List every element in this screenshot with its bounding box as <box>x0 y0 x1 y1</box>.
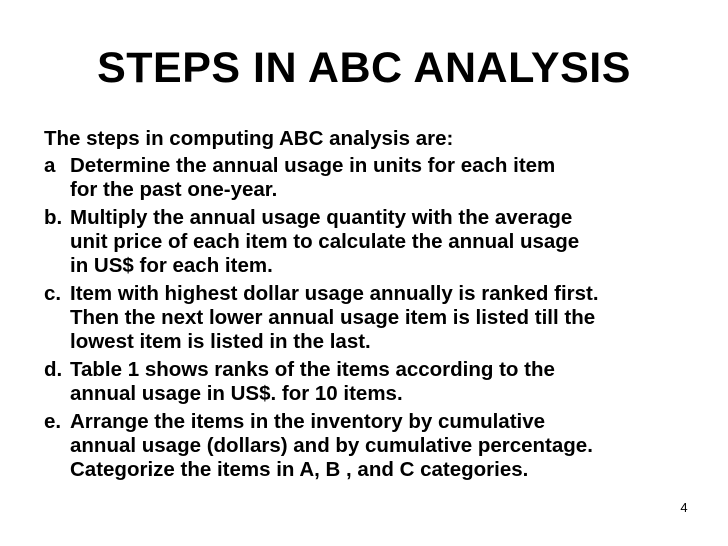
step-line: lowest item is listed in the last. <box>70 330 371 353</box>
step-line: Categorize the items in A, B , and C categories. <box>70 458 529 481</box>
step-d <box>44 358 714 406</box>
step-a <box>44 154 714 202</box>
step-line: for the past one-year. <box>70 178 278 201</box>
step-line: Table 1 shows ranks of the items according to the <box>70 358 555 381</box>
step-line: Then the next lower annual usage item is listed till the <box>70 306 596 329</box>
step-marker: d. <box>44 358 63 381</box>
step-text <box>70 154 714 202</box>
step-line: Arrange the items in the inventory by cumulative <box>70 410 546 433</box>
step-marker: a <box>44 154 56 177</box>
page-number: 4 <box>680 500 688 515</box>
step-e <box>44 410 714 482</box>
step-marker: e. <box>44 410 62 433</box>
step-line: in US$ for each item. <box>70 254 273 277</box>
step-b <box>44 206 714 278</box>
step-marker: c. <box>44 282 62 305</box>
slide-title: STEPS IN ABC ANALYSIS <box>97 44 631 92</box>
step-text <box>70 358 714 406</box>
slide-body <box>44 127 714 486</box>
step-line: Determine the annual usage in units for each item <box>70 154 556 177</box>
step-marker: b. <box>44 206 63 229</box>
step-line: Item with highest dollar usage annually is ranked first. <box>70 282 599 305</box>
step-line: unit price of each item to calculate the annual usage <box>70 230 580 253</box>
step-line: annual usage (dollars) and by cumulative percentage. <box>70 434 593 457</box>
step-c <box>44 282 714 354</box>
step-line: Multiply the annual usage quantity with the average <box>70 206 573 229</box>
step-text <box>70 282 714 354</box>
step-line: annual usage in US$. for 10 items. <box>70 382 403 405</box>
intro-text: The steps in computing ABC analysis are: <box>44 127 454 150</box>
step-text <box>70 206 714 278</box>
step-text <box>70 410 714 482</box>
